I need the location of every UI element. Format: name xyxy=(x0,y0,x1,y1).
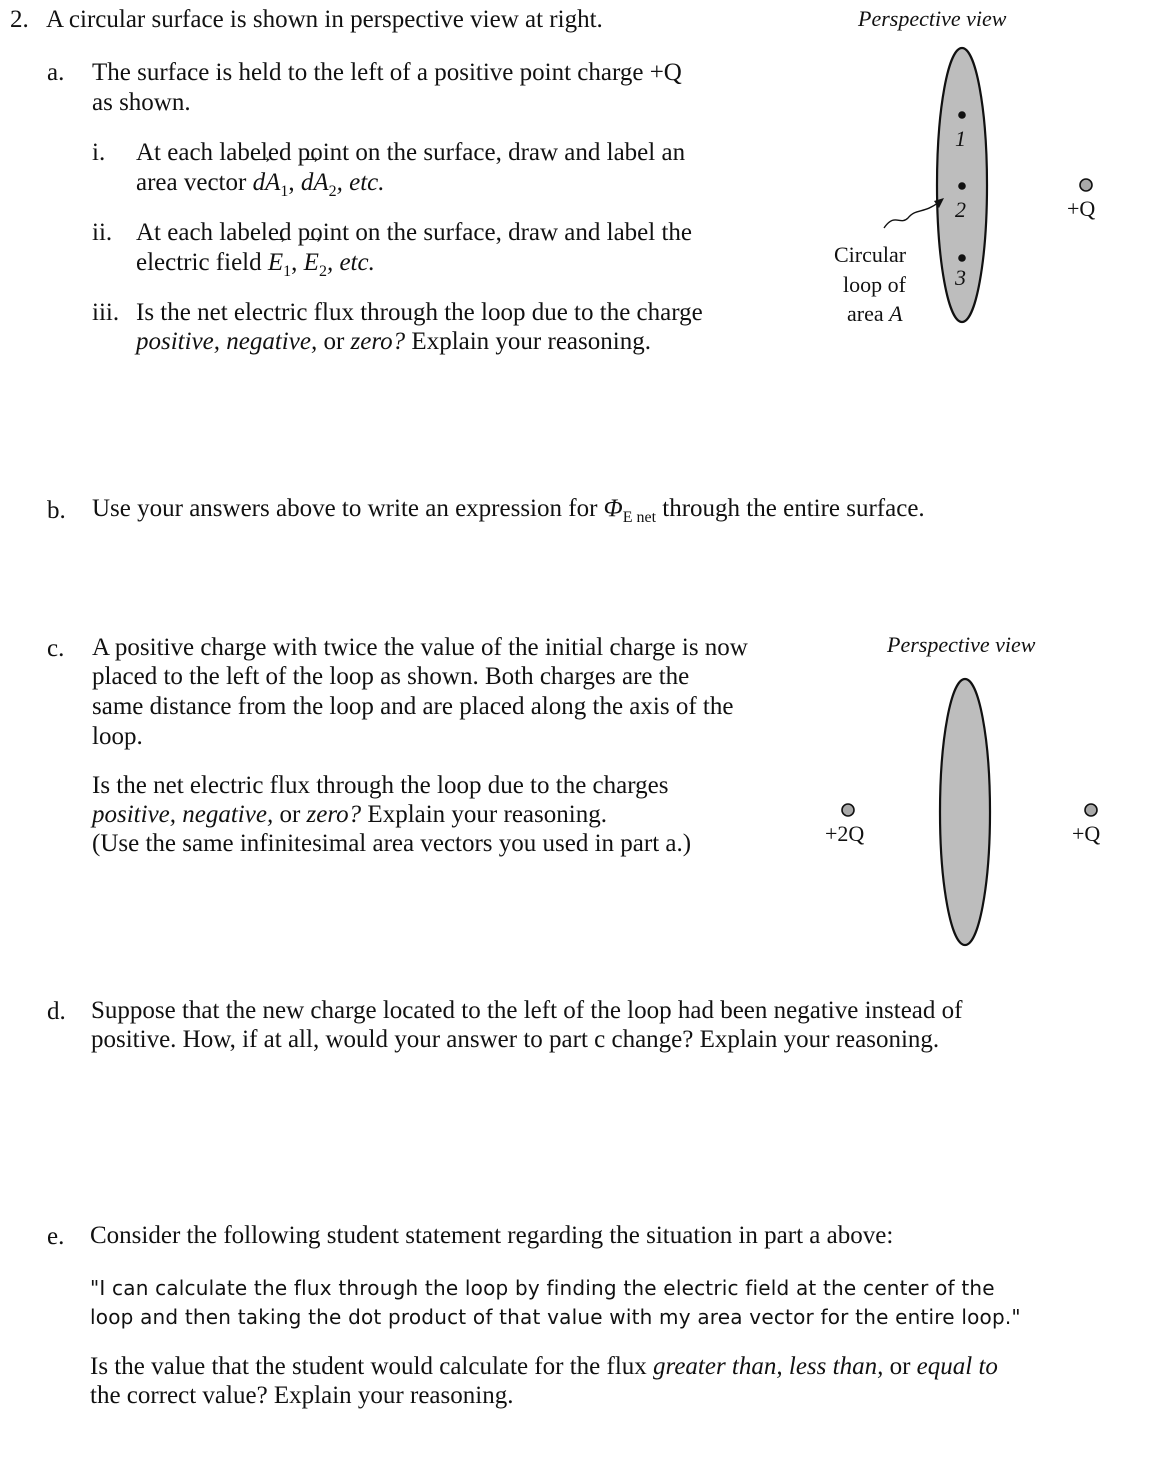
part-e-question-line1 xyxy=(90,1352,998,1382)
part-e-options: greater than, less than, xyxy=(653,1353,884,1380)
part-a-i-prefix: area vector xyxy=(136,169,253,196)
part-a-i-sep: , xyxy=(288,169,301,196)
charge-q-label-2: +Q xyxy=(1072,821,1101,846)
charge-2q-label: +2Q xyxy=(825,821,865,846)
area-vector-2-sub: 2 xyxy=(328,183,337,200)
area-vector-1-sub: 1 xyxy=(280,183,289,200)
part-b-label: b. xyxy=(47,497,66,524)
part-e-or: or xyxy=(883,1353,917,1380)
part-c-or: or xyxy=(273,801,307,828)
part-a-line2: as shown. xyxy=(92,89,191,116)
field-vector-2-sub: 2 xyxy=(318,263,327,280)
flux-subscript: E net xyxy=(622,509,657,526)
part-a-ii-line1: At each labeled point on the surface, draw and label the xyxy=(136,219,693,246)
part-e-label: e. xyxy=(47,1223,65,1250)
area-vector-1: → dA xyxy=(253,168,281,198)
part-c-line3: same distance from the loop and are placed along the axis of the xyxy=(92,693,734,720)
loop-caption-line1: Circular xyxy=(834,242,907,267)
part-a-i-suffix: , etc. xyxy=(336,169,385,196)
part-d-line2: positive. How, if at all, would your answer to part c change? Explain your reasoning. xyxy=(91,1026,940,1053)
flux-symbol: Φ xyxy=(603,495,623,522)
part-c-line1: A positive charge with twice the value of the initial charge is now xyxy=(92,634,748,661)
point-1-label: 1 xyxy=(955,126,966,151)
charge-q-label: +Q xyxy=(1067,196,1096,221)
student-statement-line1: "I can calculate the flux through the loop by finding the electric field at the center of the xyxy=(90,1276,995,1300)
part-a-iii-options: positive, negative, xyxy=(136,328,318,355)
field-vector-2: → E xyxy=(304,248,319,278)
part-e-question-line2: the correct value? Explain your reasoning. xyxy=(90,1382,514,1409)
circular-loop-2 xyxy=(940,679,990,945)
part-a-line1: The surface is held to the left of a positive point charge +Q xyxy=(92,59,682,86)
part-a-iii-zero: zero? xyxy=(350,328,406,355)
figure2-title: Perspective view xyxy=(887,632,1036,657)
part-a-ii-suffix: , etc. xyxy=(326,249,375,276)
student-statement-line2: loop and then taking the dot product of that value with my area vector for the entire loop." xyxy=(90,1305,1021,1329)
part-a-ii-prefix: electric field xyxy=(136,249,268,276)
part-a-iii-line1: Is the net electric flux through the loop due to the charge xyxy=(136,299,703,326)
field-vector-1-sub: 1 xyxy=(283,263,292,280)
question-intro: A circular surface is shown in perspective view at right. xyxy=(46,6,603,33)
part-a-iii-label: iii. xyxy=(92,299,120,326)
part-c-line2: placed to the left of the loop as shown. Both charges are the xyxy=(92,663,690,690)
part-a-ii-sep: , xyxy=(291,249,304,276)
part-a-ii-label: ii. xyxy=(92,219,113,246)
point-3-label: 3 xyxy=(955,265,966,290)
part-a-i-label: i. xyxy=(92,139,106,166)
part-d-line1: Suppose that the new charge located to the left of the loop had been negative instead of xyxy=(91,997,963,1024)
part-a-label: a. xyxy=(47,59,65,86)
part-e-question-prefix: Is the value that the student would calculate for the flux xyxy=(90,1353,654,1380)
part-e-equal: equal to xyxy=(916,1353,998,1380)
part-b-prefix: Use your answers above to write an expression for xyxy=(92,495,604,522)
charge-2q-circle xyxy=(842,804,854,816)
loop-caption-line2: loop of xyxy=(843,272,906,297)
part-c-options: positive, negative, xyxy=(92,801,274,828)
loop-area-symbol: A xyxy=(889,301,903,326)
part-c-line4: loop. xyxy=(92,723,143,750)
part-b-suffix: through the entire surface. xyxy=(656,495,925,522)
part-c-question-line1: Is the net electric flux through the loop due to the charges xyxy=(92,772,669,799)
part-a-iii-rest: Explain your reasoning. xyxy=(405,328,651,355)
loop-caption-area: area xyxy=(847,301,884,326)
figure1-title: Perspective view xyxy=(858,6,1007,31)
part-d-label: d. xyxy=(47,998,66,1025)
part-e-line1: Consider the following student statement regarding the situation in part a above: xyxy=(90,1222,894,1249)
part-c-rest: Explain your reasoning. xyxy=(361,801,607,828)
part-a-iii-or: or xyxy=(317,328,351,355)
charge-q-circle-2 xyxy=(1085,804,1097,816)
part-c-label: c. xyxy=(47,635,65,662)
field-vector-1: → E xyxy=(268,248,283,278)
point-2-label: 2 xyxy=(955,197,966,222)
part-a-i-line1: At each labeled point on the surface, draw and label an xyxy=(136,139,686,166)
area-vector-2: → dA xyxy=(301,168,329,198)
question-number: 2. xyxy=(10,6,29,33)
part-c-question-line3: (Use the same infinitesimal area vectors you used in part a.) xyxy=(92,830,692,857)
part-c-zero: zero? xyxy=(306,801,362,828)
